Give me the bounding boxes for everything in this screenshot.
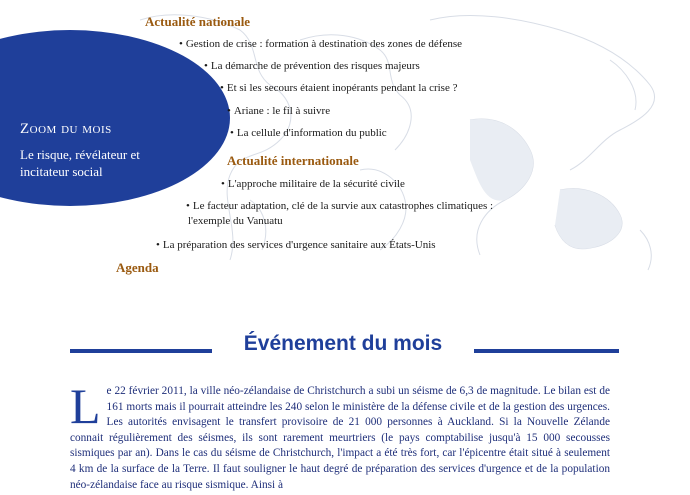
article-body — [70, 378, 610, 493]
toc-item[interactable] — [186, 199, 493, 229]
toc-item-label: Gestion de crise : formation à destination des zones de défense — [185, 38, 462, 50]
toc-item[interactable] — [227, 104, 330, 119]
bullet: • — [221, 178, 225, 190]
heading-international[interactable]: Actualité internationale — [227, 153, 359, 168]
toc-item-label: L'approche militaire de la sécurité civile — [227, 178, 405, 190]
zoom-title[interactable]: Zoom du mois — [20, 121, 112, 137]
bullet: • — [179, 38, 183, 50]
toc-item[interactable] — [221, 177, 405, 192]
bullet: • — [204, 60, 208, 72]
toc-item-label: Ariane : le fil à suivre — [233, 105, 331, 117]
bullet: • — [156, 239, 160, 251]
toc-item[interactable] — [204, 59, 420, 74]
article-text: e 22 février 2011, la ville néo-zélandaise de Christchurch a subi un séisme de 6,3 de magnitude. Le bilan est de 161 morts mais il pourrait atteindre les 240 selon le ministère de la défense civile et de la gestion des urgences. Les autorités envisagent le transfert provisoire de 21 000 personnes à Auckland. Si la Nouvelle Zélande connait régulièrement des séismes, ils sont rarement meurtriers (le pays comptabilise jusqu'à 15 000 secousses sismiques par an). Dans le cas du séisme de Christchurch, l'impact a été très fort, car l'épicentre était situé à seulement 4 km de la surface de la Terre. Il faut souligner le haut degré de préparation des services d'urgence et de la population néo-zélandaise face au risque sismique. Ainsi à — [70, 385, 610, 491]
toc-item-label: Et si les secours étaient inopérants pendant la crise ? — [226, 82, 458, 94]
toc-item-label: La préparation des services d'urgence sanitaire aux États-Unis — [162, 239, 436, 251]
toc-item-label: La cellule d'information du public — [236, 127, 387, 139]
bullet: • — [186, 200, 190, 212]
heading-national[interactable]: Actualité nationale — [145, 14, 251, 29]
section-rule-right — [474, 349, 619, 353]
toc-item-label: La démarche de prévention des risques majeurs — [210, 60, 420, 72]
toc-item-label: Le facteur adaptation, clé de la survie aux catastrophes climatiques : — [192, 200, 494, 212]
toc-item[interactable] — [156, 238, 436, 253]
section-title: Événement du mois — [243, 332, 443, 355]
toc-item[interactable] — [230, 126, 387, 141]
heading-agenda[interactable]: Agenda — [116, 260, 159, 275]
drop-cap: L — [70, 378, 101, 434]
toc-item-label-continued: l'exemple du Vanuatu — [188, 215, 283, 227]
toc-item[interactable] — [179, 37, 462, 52]
bullet: • — [230, 127, 234, 139]
toc-item[interactable] — [220, 81, 457, 96]
section-rule-left — [70, 349, 212, 353]
bullet: • — [220, 82, 224, 94]
zoom-subtitle[interactable]: Le risque, révélateur et incitateur social — [20, 147, 140, 179]
bullet: • — [227, 105, 231, 117]
